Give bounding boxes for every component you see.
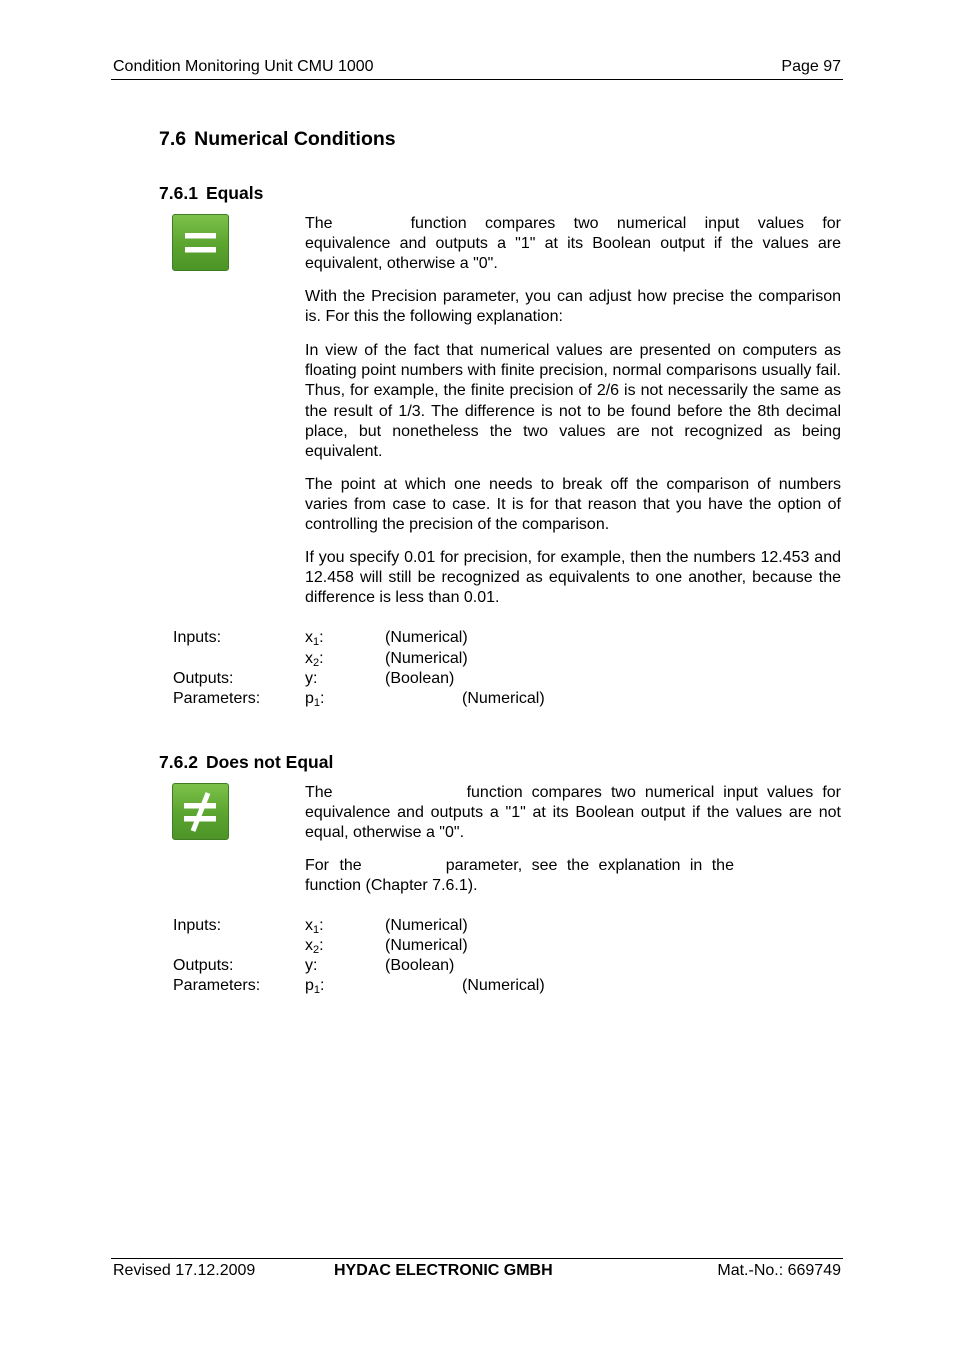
output-y-type: (Boolean)	[385, 957, 455, 974]
equals-para1-start: The	[305, 215, 333, 232]
not-equal-paragraph-2: For the parameter, see the explanation in the function (Chapter 7.6.1).	[305, 857, 734, 895]
subsection-number: 7.6.2	[159, 752, 198, 772]
param-p1: $p_1$:	[305, 690, 325, 709]
outputs-label: Outputs:	[173, 670, 234, 687]
input-x1-type: (Numerical)	[385, 629, 468, 646]
header-title: Condition Monitoring Unit CMU 1000	[113, 58, 374, 75]
subsection-title: Does not Equal	[205, 752, 334, 772]
parameters-label: Parameters:	[173, 690, 261, 707]
output-y: y:	[305, 957, 318, 974]
equals-paragraph-2: With the Precision parameter, you can adjust how precise the comparison is. For this the following explanation:	[305, 288, 841, 326]
footer-rule	[111, 1258, 843, 1259]
inputs-label: Inputs:	[173, 917, 222, 934]
param-p1: $p_1$:	[305, 977, 325, 996]
equals-icon	[172, 214, 229, 271]
footer-company: HYDAC ELECTRONIC GMBH	[334, 1262, 553, 1279]
equals-paragraph-4: The point at which one needs to break off the comparison of numbers varies from case to case. It is for that reason that you have the option of controlling the precision of the comparison.	[305, 476, 841, 534]
param-p1-type: (Numerical)	[462, 977, 545, 994]
section-heading	[159, 128, 396, 151]
output-y-type: (Boolean)	[385, 670, 455, 687]
header-rule	[111, 79, 843, 80]
output-y: y:	[305, 670, 318, 687]
section-number: 7.6	[159, 128, 187, 150]
outputs-label: Outputs:	[173, 957, 234, 974]
input-x1-type: (Numerical)	[385, 917, 468, 934]
footer-revised: Revised 17.12.2009	[113, 1262, 256, 1279]
page-number: Page 97	[781, 58, 841, 75]
not-equal-para1-rest: function compares two numerical input values for equivalence and outputs a "1" at its Boolean output if the values are not equal, otherwise a "0".	[305, 784, 841, 842]
input-x2: $x_2$:	[305, 650, 324, 669]
input-x1: $x_1$:	[305, 629, 324, 648]
subsection-heading-not-equal	[159, 752, 333, 773]
not-equal-para1-start: The	[305, 784, 333, 801]
input-x1: $x_1$:	[305, 917, 324, 936]
parameters-label: Parameters:	[173, 977, 261, 994]
inputs-label: Inputs:	[173, 629, 222, 646]
equals-paragraph-1	[305, 214, 841, 275]
not-equal-icon	[172, 783, 229, 840]
input-x2: $x_2$:	[305, 937, 324, 956]
subsection-title: Equals	[205, 183, 264, 203]
equals-paragraph-3: In view of the fact that numerical values are presented on computers as floating point numbers with finite precision, normal comparisons usually fail. Thus, for example, the finite precision of 2/6 is not necessarily the same as the result of 1/3. The difference is not to be found before the 8th decimal place, but nonetheless the two values are not recognized as being equivalent.	[305, 342, 841, 461]
input-x2-type: (Numerical)	[385, 650, 468, 667]
equals-para1-rest: function compares two numerical input values for equivalence and outputs a "1" at its Boolean output if the values are equivalent, otherwise a "0".	[305, 215, 841, 273]
section-title: Numerical Conditions	[194, 128, 396, 150]
equals-paragraph-5: If you specify 0.01 for precision, for example, then the numbers 12.453 and 12.458 will still be recognized as equivalents to one another, because the difference is less than 0.01.	[305, 549, 841, 607]
input-x2-type: (Numerical)	[385, 937, 468, 954]
subsection-number: 7.6.1	[159, 183, 198, 203]
not-equal-paragraph-1	[305, 783, 841, 844]
param-p1-type: (Numerical)	[462, 690, 545, 707]
subsection-heading-equals	[159, 183, 263, 204]
footer-matno: Mat.-No.: 669749	[717, 1262, 841, 1279]
